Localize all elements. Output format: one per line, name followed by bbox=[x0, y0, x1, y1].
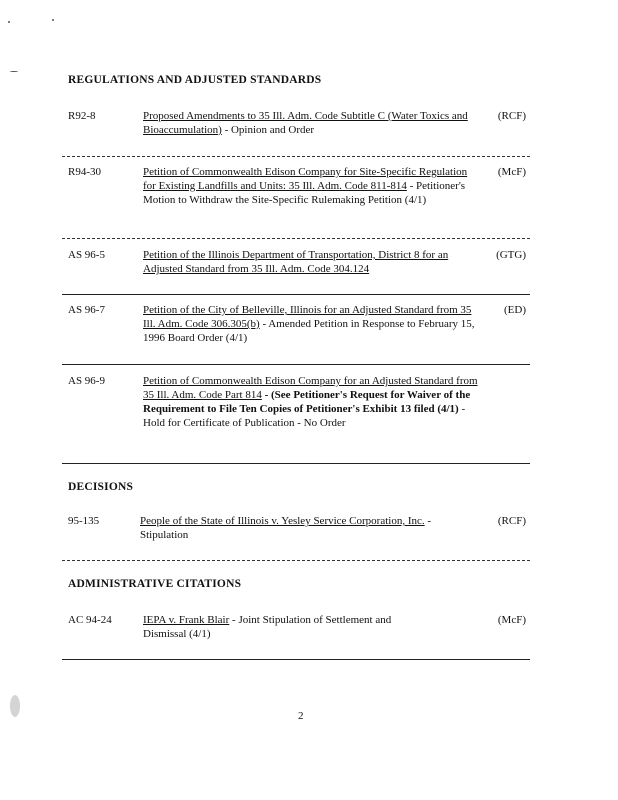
divider bbox=[62, 294, 530, 295]
section-heading-regulations: REGULATIONS AND ADJUSTED STANDARDS bbox=[68, 74, 322, 86]
page-number: 2 bbox=[298, 710, 304, 722]
entry-description bbox=[143, 303, 478, 345]
case-title: IEPA v. Frank Blair bbox=[143, 614, 230, 626]
divider bbox=[62, 659, 530, 660]
case-title: People of the State of Illinois v. Yesley Service Corporation, Inc. bbox=[140, 515, 425, 527]
case-action-secondary: - Hold for Certificate of Publication - No Order bbox=[143, 403, 466, 429]
docket-number: AS 96-7 bbox=[68, 304, 105, 316]
case-title: Proposed Amendments to 35 Ill. Adm. Code Subtitle C (Water Toxics and Bioaccumulation) bbox=[143, 110, 468, 136]
docket-number: AC 94-24 bbox=[68, 614, 112, 626]
entry-description bbox=[143, 613, 433, 641]
case-action: - Petitioner's Motion to Withdraw the Site-Specific Rulemaking Petition (4/1) bbox=[143, 180, 466, 206]
case-title: Petition of the City of Belleville, Illinois for an Adjusted Standard from 35 Ill. Adm. Code 306.305(b) bbox=[143, 304, 472, 330]
attorney-initials: (ED) bbox=[504, 304, 526, 316]
docket-number: AS 96-9 bbox=[68, 375, 105, 387]
entry-description bbox=[143, 248, 478, 276]
case-action: - Opinion and Order bbox=[221, 124, 315, 136]
attorney-initials: (GTG) bbox=[496, 249, 526, 261]
docket-number: R94-30 bbox=[68, 166, 101, 178]
divider bbox=[62, 156, 530, 157]
docket-number: 95-135 bbox=[68, 515, 100, 527]
case-action: - (See Petitioner's Request for Waiver of the Requirement to File Ten Copies of Petitioner's Exhibit 13 filed (4/1) bbox=[143, 389, 471, 415]
attorney-initials: (McF) bbox=[497, 614, 526, 626]
docket-number: R92-8 bbox=[68, 110, 96, 122]
docket-number: AS 96-5 bbox=[68, 249, 105, 261]
case-title: Petition of the Illinois Department of Transportation, District 8 for an Adjusted Standard from 35 Ill. Adm. Code 304.124 bbox=[143, 249, 449, 275]
divider bbox=[62, 463, 530, 464]
attorney-initials: (McF) bbox=[497, 166, 526, 178]
case-action: - Joint Stipulation of Settlement and Dismissal (4/1) bbox=[143, 614, 392, 640]
divider bbox=[62, 238, 530, 239]
section-heading-administrative-citations: ADMINISTRATIVE CITATIONS bbox=[68, 578, 242, 590]
divider bbox=[62, 364, 530, 365]
entry-description bbox=[140, 514, 475, 542]
attorney-initials: (RCF) bbox=[497, 515, 526, 527]
case-title: Petition of Commonwealth Edison Company for an Adjusted Standard from 35 Ill. Adm. Code Part 814 bbox=[143, 375, 478, 401]
divider bbox=[62, 560, 530, 561]
entry-description bbox=[143, 109, 478, 137]
entry-description bbox=[143, 374, 478, 430]
attorney-initials: (RCF) bbox=[497, 110, 526, 122]
section-heading-decisions: DECISIONS bbox=[68, 481, 134, 493]
entry-description bbox=[143, 165, 478, 207]
case-title: Petition of Commonwealth Edison Company for Site-Specific Regulation for Existing Landfills and Units: 35 Ill. Adm. Code 811-814 bbox=[143, 166, 468, 192]
case-action: - Stipulation bbox=[140, 515, 432, 541]
case-action: - Amended Petition in Response to February 15, 1996 Board Order (4/1) bbox=[143, 318, 475, 344]
